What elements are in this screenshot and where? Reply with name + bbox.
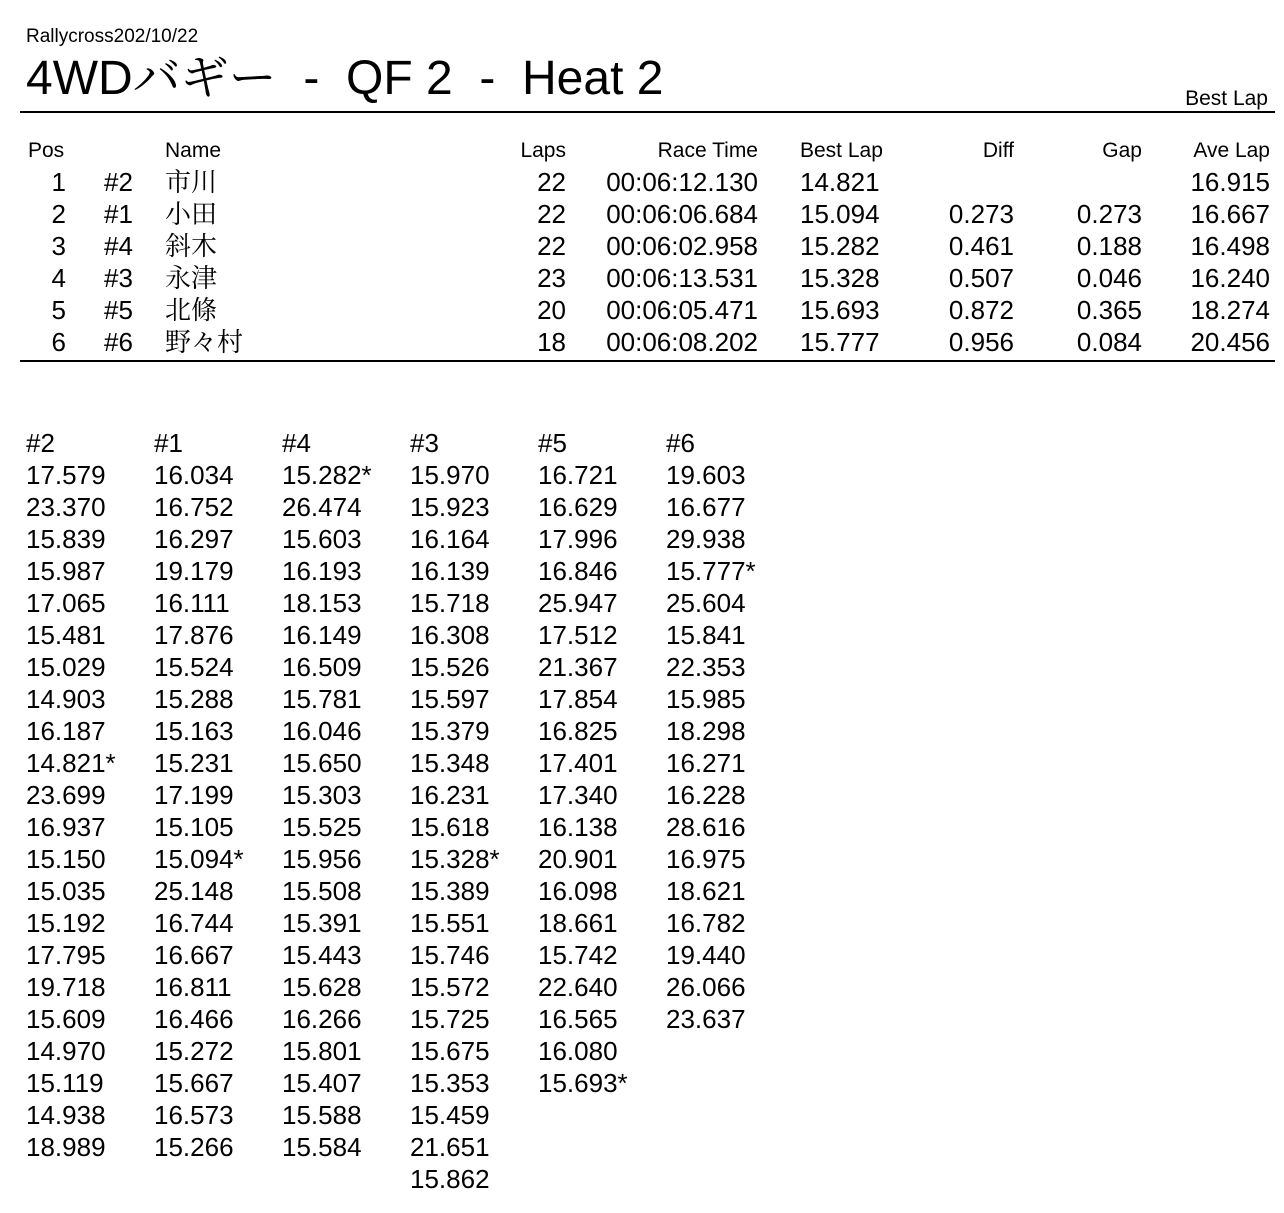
lap-time: 16.080: [538, 1036, 618, 1066]
lap-time: 18.621: [666, 876, 746, 906]
lap-time: 29.938: [666, 524, 746, 554]
lap-time: 21.651: [410, 1132, 490, 1162]
result-pos: 1: [51, 167, 66, 197]
result-pos: 6: [51, 327, 66, 357]
lap-time: 23.370: [26, 492, 106, 522]
lap-column: [154, 427, 282, 1163]
lap-time: 16.744: [154, 908, 234, 938]
lap-time: 15.923: [410, 492, 490, 522]
lap-time: 16.308: [410, 620, 490, 650]
lap-time: 19.179: [154, 556, 234, 586]
lap-time: 15.525: [282, 812, 362, 842]
lap-time: 16.811: [154, 972, 232, 1002]
result-gap: 0.365: [1076, 295, 1142, 325]
lap-time: 16.046: [282, 716, 362, 746]
lap-time: 17.876: [154, 620, 234, 650]
lap-time: 22.353: [666, 652, 746, 682]
lap-time: 15.839: [26, 524, 106, 554]
col-header-pos: Pos: [28, 139, 65, 162]
lap-time: 15.618: [410, 812, 490, 842]
lap-time: 15.150: [26, 844, 106, 874]
result-ave-lap: 16.498: [1190, 231, 1270, 261]
lap-time: 16.266: [282, 1004, 362, 1034]
result-best-lap: 15.094: [800, 199, 880, 229]
lap-time: 17.199: [154, 780, 234, 810]
results-body: [0, 166, 1284, 358]
lap-time: 18.153: [282, 588, 362, 618]
result-race-time: 00:06:12.130: [606, 167, 758, 197]
result-pos: 3: [51, 231, 66, 261]
lap-time: 15.956: [282, 844, 362, 874]
lap-time: 15.675: [410, 1036, 490, 1066]
lap-time: 15.603: [282, 524, 362, 554]
lap-time: 15.718: [410, 588, 490, 618]
result-diff: 0.956: [948, 327, 1014, 357]
lap-column-car-number: #4: [282, 428, 311, 458]
result-laps: 22: [537, 231, 566, 261]
lap-time: 22.640: [538, 972, 618, 1002]
lap-time: 15.526: [410, 652, 490, 682]
lap-time: 15.407: [282, 1068, 362, 1098]
lap-time: 16.231: [410, 780, 490, 810]
results-table: [0, 136, 1284, 358]
lap-column: [538, 427, 666, 1099]
lap-time: 16.565: [538, 1004, 618, 1034]
lap-time: 15.584: [282, 1132, 362, 1162]
lap-time: 19.440: [666, 940, 746, 970]
lap-time: 15.650: [282, 748, 362, 778]
result-race-time: 00:06:02.958: [606, 231, 758, 261]
result-driver-name: 斜木: [165, 231, 218, 261]
lap-time: 15.119: [26, 1068, 104, 1098]
lap-time: 17.579: [26, 460, 106, 490]
lap-time: 16.825: [538, 716, 618, 746]
lap-time: 17.065: [26, 588, 106, 618]
lap-time: 15.970: [410, 460, 490, 490]
top-divider: [20, 111, 1275, 113]
lap-time: 16.187: [26, 716, 106, 746]
result-race-time: 00:06:08.202: [606, 327, 758, 357]
lap-time: 16.164: [410, 524, 490, 554]
lap-time: 15.389: [410, 876, 490, 906]
lap-time: 15.597: [410, 684, 490, 714]
lap-time: 16.149: [282, 620, 362, 650]
lap-time: 18.298: [666, 716, 746, 746]
lap-time: 26.474: [282, 492, 362, 522]
lap-time: 15.551: [410, 908, 490, 938]
lap-time: 15.524: [154, 652, 234, 682]
result-laps: 20: [537, 295, 566, 325]
result-driver-name: 野々村: [165, 327, 244, 357]
lap-time: 16.466: [154, 1004, 234, 1034]
result-car-number: #6: [104, 327, 133, 357]
lap-time: 16.139: [410, 556, 490, 586]
col-header-laps: Laps: [520, 139, 566, 162]
lap-time: 17.795: [26, 940, 106, 970]
lap-time: 26.066: [666, 972, 746, 1002]
lap-column: [282, 427, 410, 1163]
result-row: [0, 198, 1284, 230]
lap-time: 16.721: [538, 460, 618, 490]
result-ave-lap: 16.915: [1190, 167, 1270, 197]
lap-time: 16.667: [154, 940, 234, 970]
lap-column-car-number: #6: [666, 428, 695, 458]
lap-time: 16.138: [538, 812, 618, 842]
lap-time: 15.266: [154, 1132, 234, 1162]
lap-column: [26, 427, 154, 1163]
result-row: [0, 326, 1284, 358]
lap-time: 14.821*: [26, 748, 116, 778]
lap-time: 19.718: [26, 972, 106, 1002]
result-car-number: #1: [104, 199, 133, 229]
results-header-row: [0, 136, 1284, 166]
lap-time: 15.105: [154, 812, 234, 842]
lap-time: 16.937: [26, 812, 106, 842]
lap-time: 15.163: [154, 716, 234, 746]
lap-time: 17.996: [538, 524, 618, 554]
result-laps: 23: [537, 263, 566, 293]
result-car-number: #3: [104, 263, 133, 293]
result-pos: 4: [51, 263, 66, 293]
result-best-lap: 15.282: [800, 231, 880, 261]
lap-time: 15.391: [282, 908, 362, 938]
col-header-name: Name: [165, 139, 222, 162]
lap-time: 15.282*: [282, 460, 372, 490]
result-gap: 0.046: [1076, 263, 1142, 293]
lap-time: 15.841: [666, 620, 746, 650]
lap-time: 15.667: [154, 1068, 234, 1098]
col-header-race-time: Race Time: [657, 139, 758, 162]
lap-time: 15.029: [26, 652, 106, 682]
lap-time: 15.985: [666, 684, 746, 714]
lap-time: 16.509: [282, 652, 362, 682]
result-laps: 22: [537, 167, 566, 197]
result-laps: 22: [537, 199, 566, 229]
result-row: [0, 166, 1284, 198]
col-header-ave-lap: Ave Lap: [1193, 139, 1270, 162]
lap-time: 17.340: [538, 780, 618, 810]
lap-time: 15.035: [26, 876, 106, 906]
lap-time: 23.637: [666, 1004, 746, 1034]
lap-time: 16.782: [666, 908, 746, 938]
result-gap: 0.273: [1076, 199, 1142, 229]
lap-column-car-number: #1: [154, 428, 183, 458]
lap-column-car-number: #2: [26, 428, 55, 458]
lap-time: 15.094*: [154, 844, 244, 874]
result-driver-name: 小田: [165, 199, 218, 229]
lap-time: 16.677: [666, 492, 746, 522]
result-driver-name: 北條: [165, 295, 218, 325]
col-header-gap: Gap: [1102, 139, 1142, 162]
lap-time: 16.629: [538, 492, 618, 522]
lap-time: 18.661: [538, 908, 618, 938]
result-race-time: 00:06:13.531: [606, 263, 758, 293]
lap-time: 15.777*: [666, 556, 756, 586]
lap-time: 15.303: [282, 780, 362, 810]
result-pos: 5: [51, 295, 66, 325]
lap-time: 20.901: [538, 844, 618, 874]
lap-time: 15.742: [538, 940, 618, 970]
result-driver-name: 市川: [165, 167, 218, 197]
lap-time: 16.228: [666, 780, 746, 810]
lap-time: 17.854: [538, 684, 618, 714]
result-diff: 0.461: [948, 231, 1014, 261]
result-ave-lap: 16.667: [1190, 199, 1270, 229]
result-race-time: 00:06:05.471: [606, 295, 758, 325]
lap-time: 15.481: [26, 620, 106, 650]
lap-time: 18.989: [26, 1132, 106, 1162]
lap-time: 16.846: [538, 556, 618, 586]
result-gap: 0.188: [1076, 231, 1142, 261]
page-title: 4WDバギー - QF 2 - Heat 2: [26, 52, 664, 105]
lap-time: 16.034: [154, 460, 234, 490]
lap-time: 17.401: [538, 748, 618, 778]
lap-time: 16.193: [282, 556, 362, 586]
lap-time: 16.752: [154, 492, 234, 522]
result-best-lap: 14.821: [800, 167, 880, 197]
lap-time: 21.367: [538, 652, 618, 682]
col-header-diff: Diff: [982, 139, 1014, 162]
lap-time: 15.379: [410, 716, 490, 746]
lap-time: 28.616: [666, 812, 746, 842]
result-row: [0, 262, 1284, 294]
lap-time: 15.609: [26, 1004, 106, 1034]
lap-time: 15.628: [282, 972, 362, 1002]
result-diff: 0.273: [948, 199, 1014, 229]
result-row: [0, 294, 1284, 326]
result-driver-name: 永津: [165, 263, 218, 293]
result-best-lap: 15.693: [800, 295, 880, 325]
lap-time: 16.975: [666, 844, 746, 874]
lap-time: 25.947: [538, 588, 618, 618]
lap-time: 15.353: [410, 1068, 490, 1098]
lap-time: 15.328*: [410, 844, 500, 874]
lap-time: 14.970: [26, 1036, 106, 1066]
result-ave-lap: 18.274: [1190, 295, 1270, 325]
lap-time: 15.801: [282, 1036, 362, 1066]
lap-time: 15.746: [410, 940, 490, 970]
lap-column-car-number: #5: [538, 428, 567, 458]
result-car-number: #2: [104, 167, 133, 197]
lap-time: 16.111: [154, 588, 230, 618]
lap-time: 17.512: [538, 620, 618, 650]
lap-time: 15.862: [410, 1164, 490, 1194]
result-gap: 0.084: [1076, 327, 1142, 357]
result-best-lap: 15.328: [800, 263, 880, 293]
bottom-divider: [20, 360, 1275, 362]
page-subtitle: Rallycross202/10/22: [26, 26, 199, 47]
result-diff: 0.872: [948, 295, 1014, 325]
result-car-number: #4: [104, 231, 133, 261]
lap-time: 23.699: [26, 780, 106, 810]
lap-time: 16.271: [666, 748, 746, 778]
result-car-number: #5: [104, 295, 133, 325]
lap-time: 15.192: [26, 908, 106, 938]
lap-time: 15.781: [282, 684, 362, 714]
report-type-label: Best Lap: [1185, 87, 1268, 110]
col-header-best-lap: Best Lap: [800, 139, 883, 162]
lap-time: 19.603: [666, 460, 746, 490]
lap-time: 15.693*: [538, 1068, 628, 1098]
lap-time: 15.508: [282, 876, 362, 906]
lap-time: 14.938: [26, 1100, 106, 1130]
result-laps: 18: [537, 327, 566, 357]
lap-time: 16.573: [154, 1100, 234, 1130]
lap-time: 15.987: [26, 556, 106, 586]
lap-time: 25.604: [666, 588, 746, 618]
result-ave-lap: 16.240: [1190, 263, 1270, 293]
lap-time: 15.288: [154, 684, 234, 714]
lap-column: [666, 427, 794, 1035]
lap-time: 16.098: [538, 876, 618, 906]
lap-time: 15.348: [410, 748, 490, 778]
lap-time: 15.588: [282, 1100, 362, 1130]
lap-time: 15.443: [282, 940, 362, 970]
lap-time: 15.572: [410, 972, 490, 1002]
lap-column-car-number: #3: [410, 428, 439, 458]
lap-time: 15.725: [410, 1004, 490, 1034]
result-row: [0, 230, 1284, 262]
lap-time: 15.231: [154, 748, 234, 778]
result-race-time: 00:06:06.684: [606, 199, 758, 229]
lap-time: 15.272: [154, 1036, 234, 1066]
result-pos: 2: [51, 199, 66, 229]
result-best-lap: 15.777: [800, 327, 880, 357]
lap-time: 15.459: [410, 1100, 490, 1130]
lap-column: [410, 427, 538, 1195]
lap-time: 25.148: [154, 876, 234, 906]
result-diff: 0.507: [948, 263, 1014, 293]
lap-time: 14.903: [26, 684, 106, 714]
lap-time: 16.297: [154, 524, 234, 554]
result-ave-lap: 20.456: [1190, 327, 1270, 357]
